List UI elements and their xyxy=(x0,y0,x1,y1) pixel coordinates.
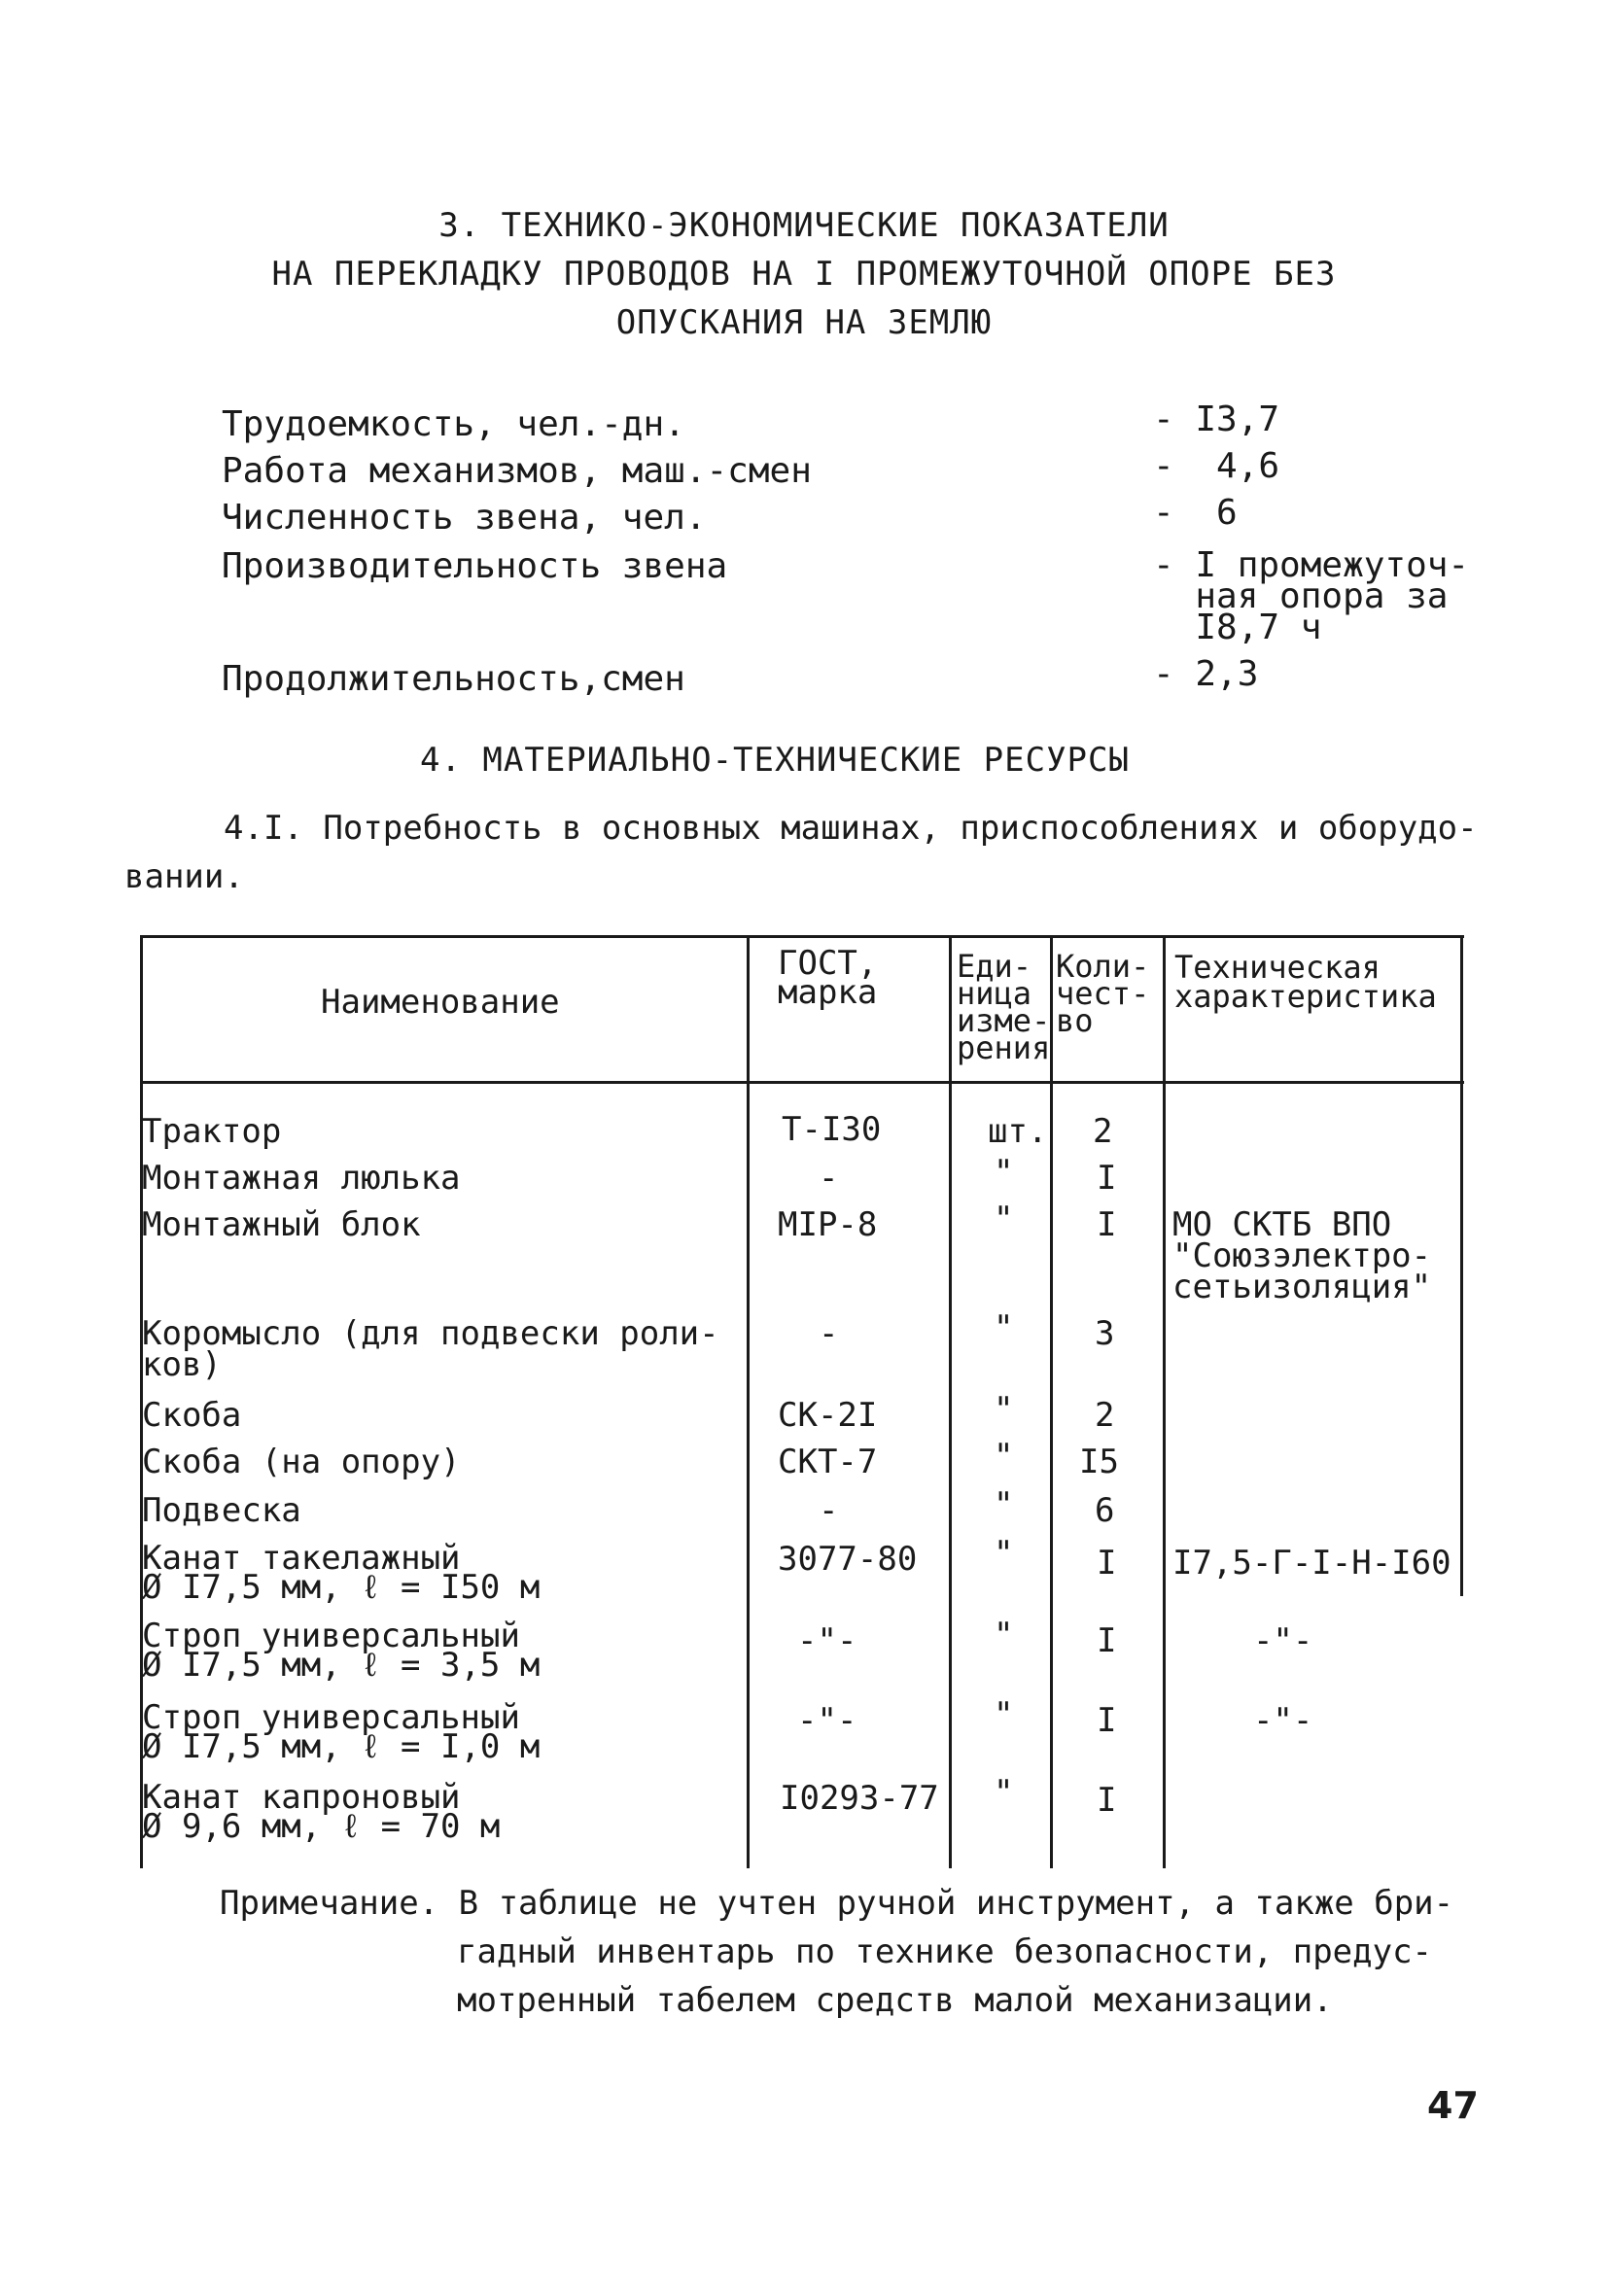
cell-unit: " xyxy=(994,1437,1014,1476)
section4-paragraph-line-1: 4.I. Потребность в основных машинах, приспособлениях и оборудо- xyxy=(224,809,1478,848)
cell-gost: МIР-8 xyxy=(778,1205,878,1244)
header-tech: Техническая характеристика xyxy=(1174,949,1437,1015)
cell-unit: " xyxy=(994,1695,1014,1734)
section3-title-line-1: 3. ТЕХНИКО-ЭКОНОМИЧЕСКИЕ ПОКАЗАТЕЛИ xyxy=(438,206,1170,245)
cell-name: Коромысло (для подвески роли- ков) xyxy=(142,1314,719,1384)
section3-title-line-3: ОПУСКАНИЯ НА ЗЕМЛЮ xyxy=(615,303,993,342)
header-qty: Коли- чест- во xyxy=(1056,948,1150,1039)
cell-name: Канат капроновый Ø 9,6 мм, ℓ = 70 м xyxy=(142,1778,501,1846)
cell-unit: " xyxy=(994,1616,1014,1654)
cell-name: Скоба xyxy=(142,1396,242,1435)
cell-name: Трактор xyxy=(142,1112,282,1151)
section4-title: 4. МАТЕРИАЛЬНО-ТЕХНИЧЕСКИЕ РЕСУРСЫ xyxy=(420,741,1130,780)
cell-name: Подвеска xyxy=(142,1491,301,1530)
indicator-label: Численность звена, чел. xyxy=(222,498,707,538)
cell-tech: -"- xyxy=(1213,1621,1313,1660)
header-name: Наименование xyxy=(321,983,560,1022)
indicator-label: Производительность звена xyxy=(222,546,728,586)
indicator-label: Работа механизмов, маш.-смен xyxy=(222,451,812,491)
cell-qty: 6 xyxy=(1095,1491,1115,1530)
cell-qty: I5 xyxy=(1079,1443,1119,1481)
cell-unit: " xyxy=(994,1153,1014,1192)
cell-gost: Т-I30 xyxy=(782,1110,882,1149)
cell-qty: 3 xyxy=(1095,1314,1115,1353)
cell-tech: -"- xyxy=(1213,1701,1313,1740)
table-column-divider xyxy=(1163,935,1166,1868)
cell-gost: 3077-80 xyxy=(778,1540,918,1579)
cell-name: Монтажный блок xyxy=(142,1205,421,1244)
cell-name: Скоба (на опору) xyxy=(142,1443,461,1481)
cell-tech: МО СКТБ ВПО "Союзэлектро- сетьизоляция" xyxy=(1172,1205,1432,1306)
cell-name: Строп универсальный Ø I7,5 мм, ℓ = 3,5 м xyxy=(142,1617,541,1685)
cell-unit: шт. xyxy=(988,1112,1048,1151)
table-top-border xyxy=(140,935,1464,938)
header-gost: ГОСТ, марка xyxy=(778,944,878,1012)
cell-name: Строп универсальный Ø I7,5 мм, ℓ = I,0 м xyxy=(142,1698,541,1766)
cell-tech: I7,5-Г-I-Н-I60 xyxy=(1172,1544,1451,1583)
cell-unit: " xyxy=(994,1485,1014,1524)
indicator-label: Продолжительность,смен xyxy=(222,659,685,699)
table-column-divider xyxy=(747,935,750,1868)
indicator-value: - I промежуточ- ная опора за I8,7 ч xyxy=(1153,545,1470,647)
table-column-divider xyxy=(949,935,952,1868)
indicator-value: - 6 xyxy=(1153,493,1238,533)
table-header-divider xyxy=(140,1081,1464,1084)
cell-unit: " xyxy=(994,1773,1014,1812)
cell-unit: " xyxy=(994,1534,1014,1573)
cell-qty: 2 xyxy=(1095,1396,1115,1435)
cell-unit: " xyxy=(994,1308,1014,1347)
cell-gost: I0293-77 xyxy=(780,1779,939,1818)
header-unit: Еди- ница изме- рения xyxy=(957,948,1051,1066)
cell-qty: I xyxy=(1097,1159,1117,1198)
note-line-2: гадный инвентарь по технике безопасности, предус- xyxy=(457,1932,1433,1971)
cell-gost: - xyxy=(819,1314,839,1353)
indicator-label: Трудоемкость, чел.-дн. xyxy=(222,404,685,444)
cell-qty: I xyxy=(1097,1205,1117,1244)
cell-name: Канат такелажный Ø I7,5 мм, ℓ = I50 м xyxy=(142,1539,541,1607)
indicator-value: - 4,6 xyxy=(1153,446,1280,486)
cell-qty: I xyxy=(1097,1544,1117,1583)
section3-title-line-2: НА ПЕРЕКЛАДКУ ПРОВОДОВ НА I ПРОМЕЖУТОЧНОЙ ОПОРЕ БЕЗ xyxy=(271,255,1337,294)
page-number: 47 xyxy=(1427,2084,1479,2127)
table-right-border xyxy=(1460,935,1463,1596)
cell-gost: СК-2I xyxy=(778,1396,878,1435)
cell-gost: СКТ-7 xyxy=(778,1443,878,1481)
cell-gost: - xyxy=(819,1159,839,1198)
cell-qty: 2 xyxy=(1093,1112,1113,1151)
table-column-divider xyxy=(1050,935,1053,1868)
cell-qty: I xyxy=(1097,1621,1117,1660)
note-line-1: Примечание. В таблице не учтен ручной инструмент, а также бри- xyxy=(220,1884,1454,1923)
cell-unit: " xyxy=(994,1390,1014,1429)
cell-gost: -"- xyxy=(797,1621,857,1660)
cell-gost: - xyxy=(819,1491,839,1530)
section4-paragraph-line-2: вании. xyxy=(124,857,244,896)
indicator-value: - 2,3 xyxy=(1153,654,1259,694)
cell-unit: " xyxy=(994,1200,1014,1238)
indicator-value: - I3,7 xyxy=(1153,400,1280,439)
cell-qty: I xyxy=(1097,1781,1117,1820)
cell-name: Монтажная люлька xyxy=(142,1159,461,1198)
note-line-3: мотренный табелем средств малой механизации. xyxy=(457,1981,1333,2020)
cell-qty: I xyxy=(1097,1701,1117,1740)
cell-gost: -"- xyxy=(797,1701,857,1740)
